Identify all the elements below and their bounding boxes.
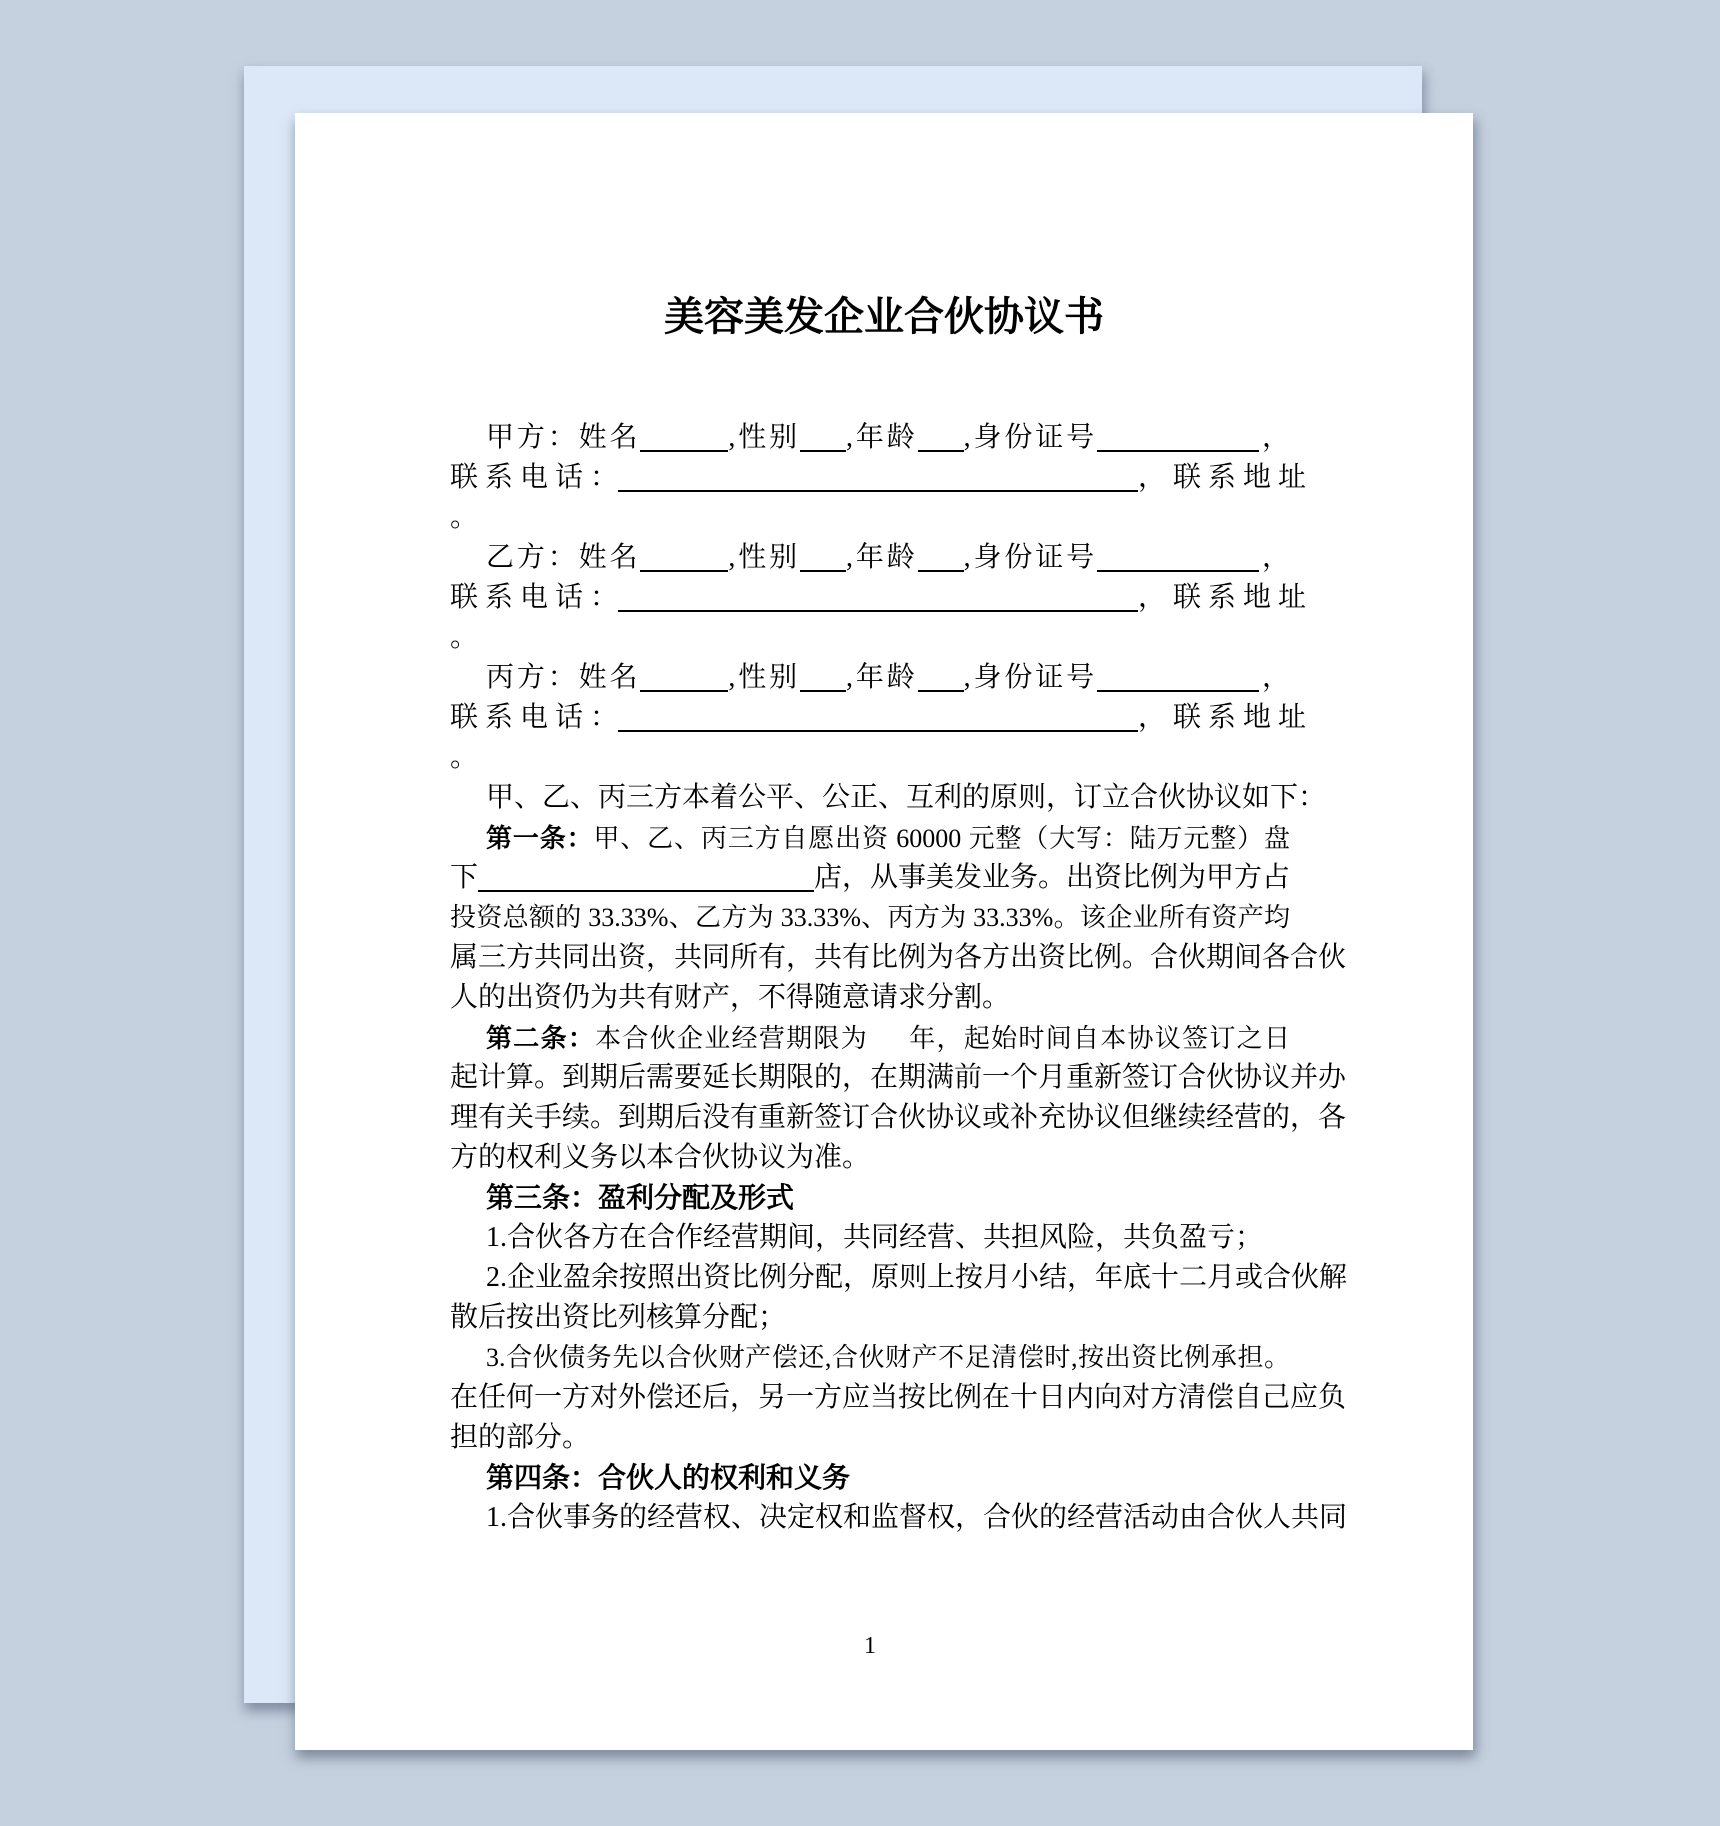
- text-segment: 年，起始时间自本协议签订之日: [907, 1024, 1290, 1053]
- text-line: [450, 578, 1307, 618]
- text-segment: 方的权利义务以本合伙协议为准。: [450, 1142, 871, 1173]
- text-segment: 在任何一方对外偿还后，另一方应当按比例在十日内向对方清偿自己应负: [450, 1382, 1347, 1413]
- blank-field: [1097, 444, 1259, 452]
- text-segment: ,年龄: [846, 422, 918, 453]
- blank-field: [640, 564, 728, 572]
- text-line: [450, 858, 1290, 898]
- text-segment: ,年龄: [846, 662, 918, 693]
- blank-field: [640, 444, 728, 452]
- text-segment: 本合伙企业经营期限为: [595, 1024, 868, 1053]
- text-line: [450, 978, 1290, 1018]
- blank-field: [918, 564, 964, 572]
- text-segment: 丙方：姓名: [486, 662, 641, 693]
- text-segment: 担的部分。: [450, 1422, 591, 1453]
- doc-body: [450, 418, 1348, 1538]
- text-line: [450, 1298, 1290, 1338]
- text-segment: 联 系 电 话 ：: [450, 582, 619, 613]
- page-sheet: [295, 113, 1473, 1750]
- blank-field: [800, 564, 846, 572]
- blank-field: [1097, 564, 1259, 572]
- text-segment: ，: [1259, 542, 1290, 573]
- blank-field: [640, 684, 728, 692]
- text-segment: 2.企业盈余按照出资比例分配，原则上按月小结，年底十二月或合伙解: [486, 1262, 1348, 1293]
- text-line: [450, 778, 1327, 818]
- blank-field: [918, 444, 964, 452]
- blank-field: [478, 884, 814, 892]
- text-segment: 。: [450, 502, 479, 533]
- text-segment: 。: [450, 622, 479, 653]
- text-line: [450, 1098, 1347, 1138]
- blank-field: [1097, 684, 1259, 692]
- text-segment: 投资总额的 33.33%、乙方为 33.33%、丙方为 33.33%。该企业所有资产均: [450, 903, 1290, 932]
- text-line: [450, 1378, 1347, 1418]
- text-segment: ,性别: [728, 542, 801, 573]
- text-line: [450, 1338, 1290, 1378]
- text-line: [450, 898, 1290, 938]
- text-line: [450, 818, 1290, 858]
- blank-field: [618, 724, 1138, 732]
- text-segment: 属三方共同出资，共同所有，共有比例为各方出资比例。合伙期间各合伙: [450, 942, 1347, 973]
- text-line: [450, 458, 1307, 498]
- text-segment: ， 联 系 地 址: [1138, 582, 1307, 613]
- text-line: [450, 418, 1290, 458]
- text-segment: ,身份证号: [963, 542, 1098, 573]
- doc-title: 美容美发企业合伙协议书: [664, 294, 1104, 339]
- text-segment: ,身份证号: [963, 662, 1098, 693]
- text-segment: 甲方：姓名: [486, 422, 641, 453]
- text-line: [450, 938, 1347, 978]
- text-segment: 。: [450, 742, 479, 773]
- clause-heading: [450, 1178, 1290, 1218]
- blank-field: [618, 484, 1138, 492]
- text-segment: 理有关手续。到期后没有重新签订合伙协议或补充协议但继续经营的，各: [450, 1102, 1347, 1133]
- text-segment: 乙方：姓名: [486, 542, 641, 573]
- text-line: [450, 1058, 1347, 1098]
- blank-gap: [868, 1041, 908, 1047]
- blank-field: [918, 684, 964, 692]
- blank-field: [800, 684, 846, 692]
- text-segment: 第二条：: [486, 1023, 596, 1053]
- text-segment: 1.合伙各方在合作经营期间，共同经营、共担风险，共负盈亏；: [486, 1222, 1264, 1253]
- text-line: [450, 1018, 1290, 1058]
- text-line: [450, 1138, 1290, 1178]
- text-segment: 联 系 电 话 ：: [450, 462, 619, 493]
- text-line: [450, 738, 1290, 778]
- text-segment: ，: [1259, 422, 1290, 453]
- text-segment: 3.合伙债务先以合伙财产偿还,合伙财产不足清偿时,按出资比例承担。: [486, 1343, 1290, 1372]
- text-line: [450, 1258, 1348, 1298]
- text-line: [450, 498, 1290, 538]
- text-segment: ,年龄: [846, 542, 918, 573]
- text-segment: 第三条：盈利分配及形式: [486, 1182, 795, 1213]
- text-line: [450, 658, 1290, 698]
- text-segment: 甲、乙、丙三方自愿出资 60000 元整（大写：陆万元整）盘: [593, 824, 1290, 853]
- text-line: [450, 618, 1290, 658]
- text-segment: 甲、乙、丙三方本着公平、公正、互利的原则，订立合伙协议如下：: [486, 782, 1327, 813]
- clause-heading: [450, 1458, 1290, 1498]
- page-number: 1: [864, 1633, 876, 1659]
- blank-field: [618, 604, 1138, 612]
- blank-field: [800, 444, 846, 452]
- text-line: [450, 1418, 1290, 1458]
- text-segment: ， 联 系 地 址: [1138, 462, 1307, 493]
- text-segment: 联 系 电 话 ：: [450, 702, 619, 733]
- text-line: [450, 1218, 1290, 1258]
- text-segment: ， 联 系 地 址: [1138, 702, 1307, 733]
- text-line: [450, 698, 1307, 738]
- text-segment: 起计算。到期后需要延长期限的，在期满前一个月重新签订合伙协议并办: [450, 1062, 1347, 1093]
- text-segment: 第四条：合伙人的权利和义务: [486, 1462, 851, 1493]
- text-segment: 人的出资仍为共有财产，不得随意请求分割。: [450, 982, 1011, 1013]
- text-segment: 店，从事美发业务。出资比例为甲方占: [814, 862, 1291, 893]
- text-segment: ,性别: [728, 662, 801, 693]
- text-line: [450, 1498, 1348, 1538]
- text-segment: 第一条：: [486, 823, 594, 853]
- text-segment: 1.合伙事务的经营权、决定权和监督权，合伙的经营活动由合伙人共同: [486, 1502, 1348, 1533]
- text-segment: ，: [1259, 662, 1290, 693]
- text-segment: ,身份证号: [963, 422, 1098, 453]
- text-segment: ,性别: [728, 422, 801, 453]
- text-segment: 散后按出资比列核算分配；: [450, 1302, 787, 1333]
- text-segment: 下: [450, 862, 479, 893]
- text-line: [450, 538, 1290, 578]
